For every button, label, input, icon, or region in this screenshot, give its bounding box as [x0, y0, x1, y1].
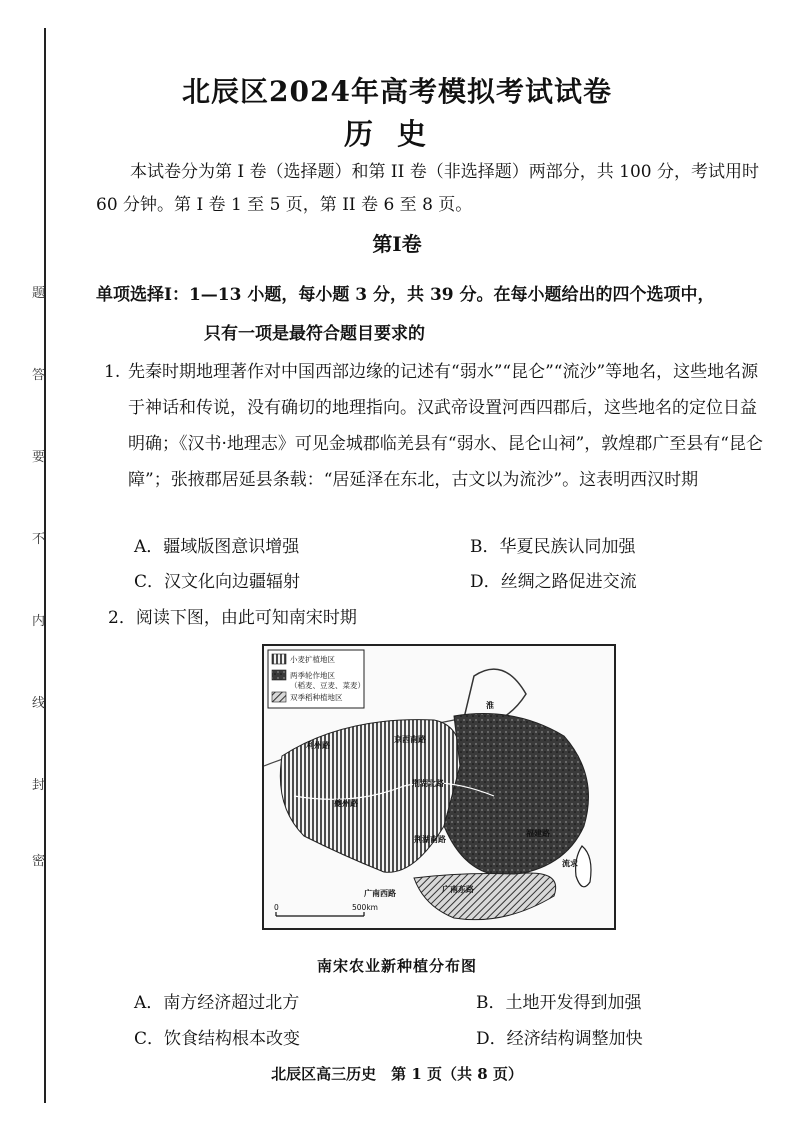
label-liuqiu: 流求	[562, 859, 578, 868]
legend-wheat: 小麦扩植地区	[290, 655, 335, 664]
q2-option-b[interactable]: B．土地开发得到加强	[476, 993, 642, 1013]
binding-char: 要	[32, 450, 46, 465]
label-huai: 淮	[486, 701, 494, 710]
binding-line	[44, 28, 46, 1103]
page-footer: 北辰区高三历史 第 1 页（共 8 页）	[271, 1065, 523, 1083]
volume-title: 第Ⅰ卷	[372, 232, 422, 256]
map-caption: 南宋农业新种植分布图	[316, 957, 477, 975]
rice-region	[414, 873, 556, 920]
section-line-2: 只有一项是最符合题目要求的	[204, 324, 425, 344]
label-fujian: 福建路	[526, 829, 550, 838]
song-agriculture-map	[262, 644, 616, 930]
section-instructions	[96, 276, 776, 354]
label-guangnan-xi: 广南西路	[364, 889, 396, 898]
rotation-region	[444, 714, 589, 877]
binding-char: 题	[32, 286, 46, 301]
exam-subject: 历史	[343, 117, 450, 151]
exam-title: 北辰区2024年高考模拟考试试卷	[182, 75, 612, 108]
binding-char: 线	[32, 696, 46, 711]
binding-char: 答	[32, 368, 46, 383]
q1-option-c[interactable]: C．汉文化向边疆辐射	[134, 572, 301, 592]
label-guangnan-dong: 广南东路	[442, 885, 474, 894]
binding-char: 内	[32, 614, 46, 629]
section-line-1: 单项选择Ⅰ：1—13 小题，每小题 3 分，共 39 分。在每小题给出的四个选项中，	[96, 285, 715, 305]
question-2-stem: 2．阅读下图，由此可知南宋时期	[108, 608, 357, 628]
label-lizhou: 利州路	[306, 741, 330, 750]
question-1	[104, 354, 768, 498]
label-kuizhou: 夔州路	[334, 799, 358, 808]
q1-option-b[interactable]: B．华夏民族认同加强	[470, 537, 636, 557]
scale-zero: 0	[274, 903, 279, 912]
scale-500km: 500km	[352, 903, 378, 912]
binding-char: 封	[32, 778, 46, 793]
q2-option-c[interactable]: C．饮食结构根本改变	[134, 1029, 301, 1049]
q1-option-a[interactable]: A．疆域版图意识增强	[134, 537, 300, 557]
question-stem: 先秦时期地理著作对中国西部边缘的记述有“弱水”“昆仑”“流沙”等地名，这些地名源于神话和传说，没有确切的地理指向。汉武帝设置河西四郡后，这些地名的定位日益明确；《汉书·地理志》可见金城郡临羌县有“弱水、昆仑山祠”，敦煌郡广至县有“昆仑障”；张掖郡居延县条载：“居延泽在东北，古文以为流沙”。这表明西汉时期	[128, 362, 763, 490]
q2-option-a[interactable]: A．南方经济超过北方	[134, 993, 300, 1013]
label-jinghu-nan: 荆湖南路	[414, 835, 446, 844]
legend-rotation-detail: （稻麦、豆麦、菜麦）	[290, 681, 365, 690]
label-jingxi-nan: 京西南路	[394, 735, 426, 744]
q2-option-d[interactable]: D．经济结构调整加快	[476, 1029, 643, 1049]
legend-rotation: 两季轮作地区	[290, 671, 335, 680]
question-number: 1.	[104, 362, 121, 382]
legend-rice: 双季稻种植地区	[290, 693, 343, 702]
binding-char: 密	[32, 854, 46, 869]
exam-intro: 本试卷分为第 I 卷（选择题）和第 II 卷（非选择题）两部分，共 100 分，考试用时 60 分钟。第 I 卷 1 至 5 页，第 II 卷 6 至 8 页。	[96, 162, 760, 215]
q1-option-d[interactable]: D．丝绸之路促进交流	[470, 572, 637, 592]
label-jinghu-bei: 荆湖北路	[412, 779, 444, 788]
binding-char: 不	[32, 532, 46, 547]
